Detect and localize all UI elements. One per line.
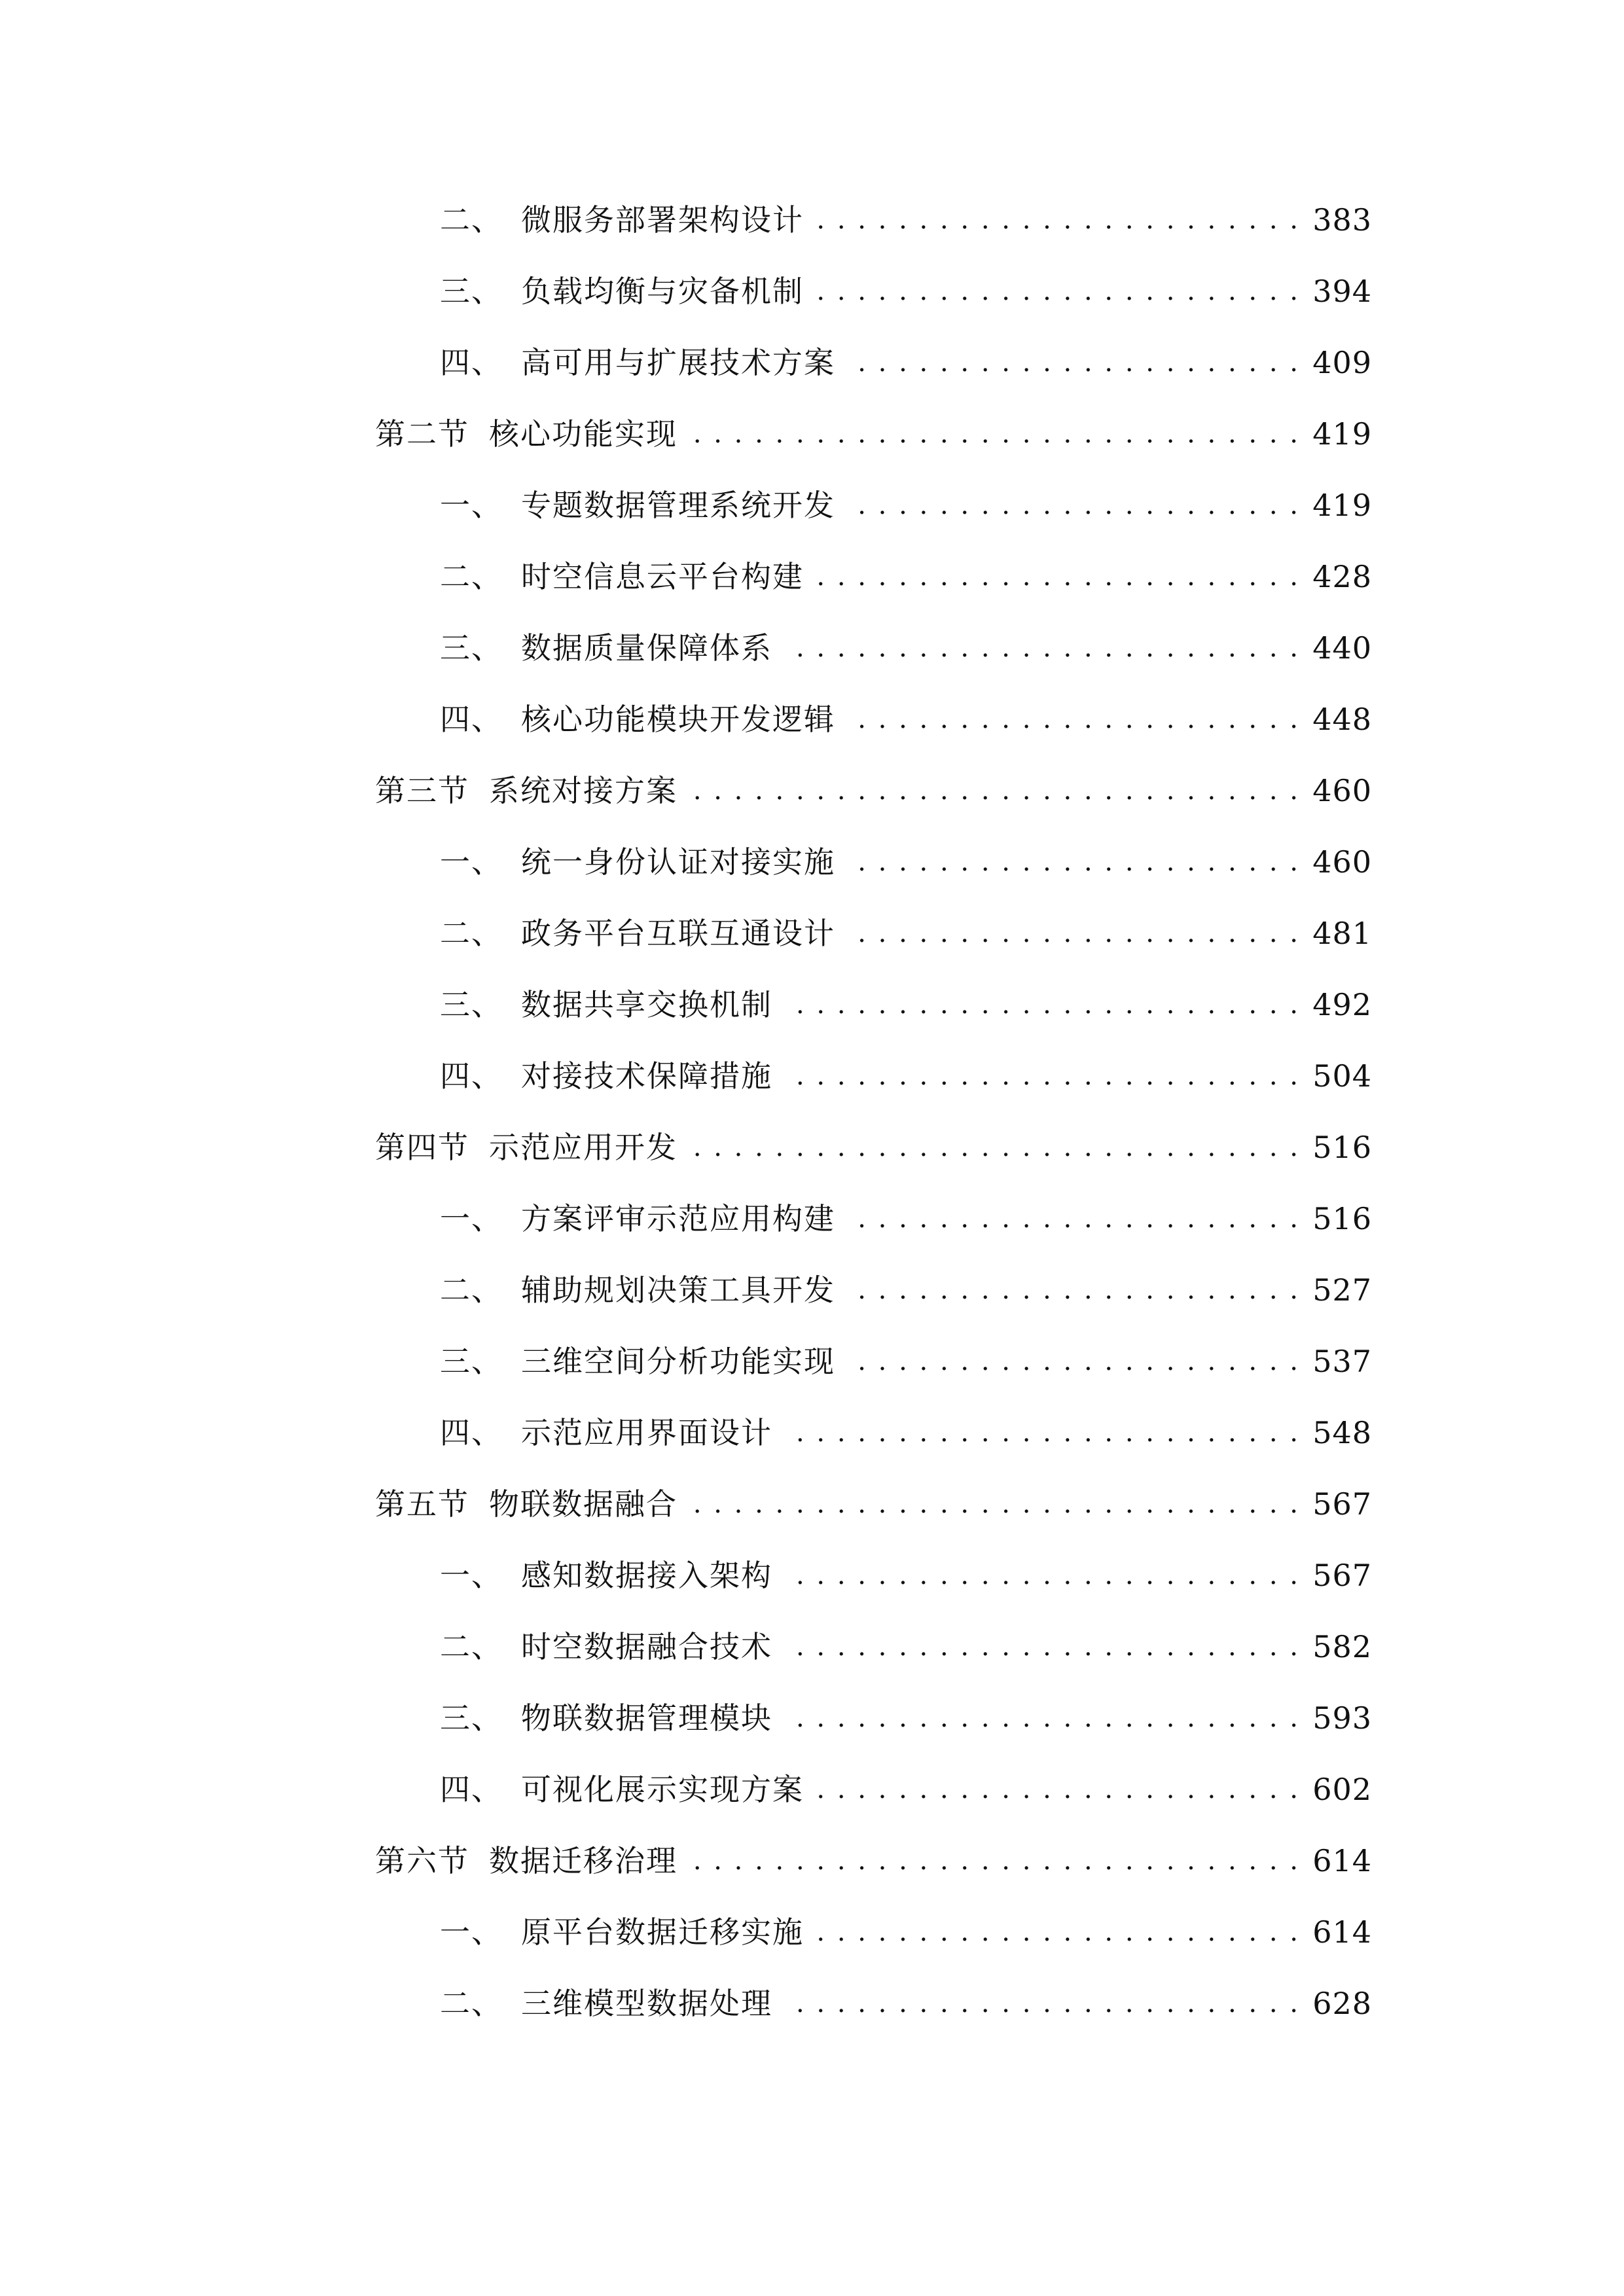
toc-entry-page: 383 bbox=[1312, 202, 1372, 238]
dot-leader bbox=[844, 1264, 1300, 1316]
toc-entry[interactable] bbox=[440, 1977, 1372, 2030]
toc-entry-title: 时空数据融合技术 bbox=[521, 1629, 772, 1664]
toc-entry-number: 一、 bbox=[440, 844, 503, 880]
toc-entry-title: 示范应用界面设计 bbox=[521, 1415, 772, 1450]
toc-entry[interactable] bbox=[440, 1549, 1372, 1602]
toc-entry-number: 二、 bbox=[440, 916, 503, 951]
dot-leader bbox=[813, 265, 1300, 317]
dot-leader bbox=[844, 336, 1300, 389]
toc-entry-number: 第六节 bbox=[375, 1843, 469, 1878]
toc-entry-page: 567 bbox=[1312, 1558, 1372, 1593]
toc-entry[interactable] bbox=[440, 1407, 1372, 1459]
toc-entry-title: 系统对接方案 bbox=[489, 773, 677, 808]
toc-entry[interactable] bbox=[440, 1692, 1372, 1744]
toc-entry-page: 516 bbox=[1312, 1201, 1372, 1236]
toc-entry[interactable] bbox=[440, 1335, 1372, 1388]
toc-entry-title: 政务平台互联互通设计 bbox=[521, 916, 835, 951]
toc-entry-page: 527 bbox=[1312, 1272, 1372, 1308]
toc-entry-number: 一、 bbox=[440, 1201, 503, 1236]
toc-entry-page: 419 bbox=[1312, 416, 1372, 452]
toc-entry-title: 示范应用开发 bbox=[489, 1130, 677, 1165]
toc-entry-section[interactable] bbox=[375, 764, 1372, 817]
toc-entry[interactable] bbox=[440, 836, 1372, 888]
toc-entry-page: 440 bbox=[1312, 630, 1372, 666]
toc-entry-number: 第三节 bbox=[375, 773, 469, 808]
dot-leader bbox=[844, 693, 1300, 745]
toc-entry-number: 四、 bbox=[440, 1415, 503, 1450]
toc-entry-page: 448 bbox=[1312, 702, 1372, 737]
toc-entry[interactable] bbox=[440, 693, 1372, 745]
dot-leader bbox=[844, 907, 1300, 960]
toc-entry-page: 409 bbox=[1312, 345, 1372, 380]
dot-leader bbox=[813, 1906, 1300, 1958]
toc-entry[interactable] bbox=[440, 479, 1372, 531]
toc-entry-number: 二、 bbox=[440, 1629, 503, 1664]
toc-entry-page: 593 bbox=[1312, 1700, 1372, 1736]
toc-entry-page: 602 bbox=[1312, 1772, 1372, 1807]
toc-entry-title: 高可用与扩展技术方案 bbox=[521, 345, 835, 380]
toc-entry-title: 原平台数据迁移实施 bbox=[521, 1914, 804, 1950]
toc-entry-title: 感知数据接入架构 bbox=[521, 1558, 772, 1593]
toc-entry-title: 数据迁移治理 bbox=[489, 1843, 677, 1878]
toc-entry-number: 第二节 bbox=[375, 416, 469, 452]
dot-leader bbox=[782, 622, 1300, 674]
toc-entry-number: 第四节 bbox=[375, 1130, 469, 1165]
toc-entry-title: 三维空间分析功能实现 bbox=[521, 1344, 835, 1379]
toc-entry-page: 614 bbox=[1312, 1914, 1372, 1950]
dot-leader bbox=[844, 836, 1300, 888]
toc-entry-title: 负载均衡与灾备机制 bbox=[521, 274, 804, 309]
toc-entry-number: 一、 bbox=[440, 488, 503, 523]
toc-entry-page: 419 bbox=[1312, 488, 1372, 523]
toc-entry-title: 数据质量保障体系 bbox=[521, 630, 772, 666]
toc-entry-number: 一、 bbox=[440, 1558, 503, 1593]
toc-entry-page: 394 bbox=[1312, 274, 1372, 309]
dot-leader bbox=[782, 1621, 1300, 1673]
toc-entry-title: 微服务部署架构设计 bbox=[521, 202, 804, 238]
toc-entry-page: 460 bbox=[1312, 844, 1372, 880]
toc-entry-number: 二、 bbox=[440, 202, 503, 238]
dot-leader bbox=[782, 1549, 1300, 1602]
dot-leader bbox=[813, 194, 1300, 246]
toc-entry-title: 专题数据管理系统开发 bbox=[521, 488, 835, 523]
dot-leader bbox=[687, 1121, 1300, 1174]
toc-entry-page: 504 bbox=[1312, 1058, 1372, 1094]
toc-entry-number: 三、 bbox=[440, 274, 503, 309]
toc-entry-number: 三、 bbox=[440, 630, 503, 666]
toc-entry-title: 对接技术保障措施 bbox=[521, 1058, 772, 1094]
toc-entry-number: 四、 bbox=[440, 345, 503, 380]
toc-entry-number: 四、 bbox=[440, 1772, 503, 1807]
toc-entry[interactable] bbox=[440, 265, 1372, 317]
toc-entry-page: 614 bbox=[1312, 1843, 1372, 1878]
dot-leader bbox=[813, 550, 1300, 603]
dot-leader bbox=[687, 1835, 1300, 1887]
toc-entry[interactable] bbox=[440, 1264, 1372, 1316]
toc-entry[interactable] bbox=[440, 1193, 1372, 1245]
toc-entry-title: 三维模型数据处理 bbox=[521, 1986, 772, 2021]
toc-entry[interactable] bbox=[440, 550, 1372, 603]
toc-entry-page: 460 bbox=[1312, 773, 1372, 808]
dot-leader bbox=[687, 764, 1300, 817]
toc-entry-title: 统一身份认证对接实施 bbox=[521, 844, 835, 880]
toc-entry-title: 辅助规划决策工具开发 bbox=[521, 1272, 835, 1308]
toc-entry-section[interactable] bbox=[375, 1835, 1372, 1887]
toc-entry-title: 时空信息云平台构建 bbox=[521, 559, 804, 594]
toc-entry-page: 548 bbox=[1312, 1415, 1372, 1450]
toc-entry[interactable] bbox=[440, 1906, 1372, 1958]
dot-leader bbox=[687, 408, 1300, 460]
toc-entry[interactable] bbox=[440, 1763, 1372, 1816]
toc-entry-number: 三、 bbox=[440, 987, 503, 1022]
toc-entry-number: 三、 bbox=[440, 1344, 503, 1379]
dot-leader bbox=[782, 1050, 1300, 1102]
toc-entry-page: 428 bbox=[1312, 559, 1372, 594]
toc-entry-title: 核心功能实现 bbox=[489, 416, 677, 452]
toc-entry-number: 三、 bbox=[440, 1700, 503, 1736]
toc-entry-number: 二、 bbox=[440, 1986, 503, 2021]
toc-entry[interactable] bbox=[440, 622, 1372, 674]
toc-entry-page: 516 bbox=[1312, 1130, 1372, 1165]
dot-leader bbox=[782, 978, 1300, 1031]
toc-entry-number: 第五节 bbox=[375, 1486, 469, 1522]
toc-entry[interactable] bbox=[440, 336, 1372, 389]
toc-entry[interactable] bbox=[440, 978, 1372, 1031]
toc-entry-page: 492 bbox=[1312, 987, 1372, 1022]
toc-entry-number: 一、 bbox=[440, 1914, 503, 1950]
toc-entry-title: 数据共享交换机制 bbox=[521, 987, 772, 1022]
dot-leader bbox=[782, 1407, 1300, 1459]
dot-leader bbox=[844, 1335, 1300, 1388]
toc-entry-page: 567 bbox=[1312, 1486, 1372, 1522]
toc-entry[interactable] bbox=[440, 907, 1372, 960]
toc-entry-section[interactable] bbox=[375, 1478, 1372, 1530]
toc-entry-page: 537 bbox=[1312, 1344, 1372, 1379]
toc-entry-number: 二、 bbox=[440, 559, 503, 594]
toc-entry-title: 物联数据管理模块 bbox=[521, 1700, 772, 1736]
dot-leader bbox=[844, 479, 1300, 531]
dot-leader bbox=[782, 1977, 1300, 2030]
toc-entry[interactable] bbox=[440, 1621, 1372, 1673]
toc-entry-number: 四、 bbox=[440, 702, 503, 737]
toc-entry-section[interactable] bbox=[375, 408, 1372, 460]
toc-entry-title: 物联数据融合 bbox=[489, 1486, 677, 1522]
dot-leader bbox=[844, 1193, 1300, 1245]
toc-entry-number: 四、 bbox=[440, 1058, 503, 1094]
toc-entry-title: 方案评审示范应用构建 bbox=[521, 1201, 835, 1236]
toc-entry-page: 582 bbox=[1312, 1629, 1372, 1664]
toc-entry[interactable] bbox=[440, 1050, 1372, 1102]
toc-entry-page: 628 bbox=[1312, 1986, 1372, 2021]
dot-leader bbox=[813, 1763, 1300, 1816]
toc-entry-title: 核心功能模块开发逻辑 bbox=[521, 702, 835, 737]
toc-entry-section[interactable] bbox=[375, 1121, 1372, 1174]
toc-entry-title: 可视化展示实现方案 bbox=[521, 1772, 804, 1807]
toc-entry-page: 481 bbox=[1312, 916, 1372, 951]
dot-leader bbox=[782, 1692, 1300, 1744]
dot-leader bbox=[687, 1478, 1300, 1530]
toc-entry[interactable] bbox=[440, 194, 1372, 246]
toc-entry-number: 二、 bbox=[440, 1272, 503, 1308]
